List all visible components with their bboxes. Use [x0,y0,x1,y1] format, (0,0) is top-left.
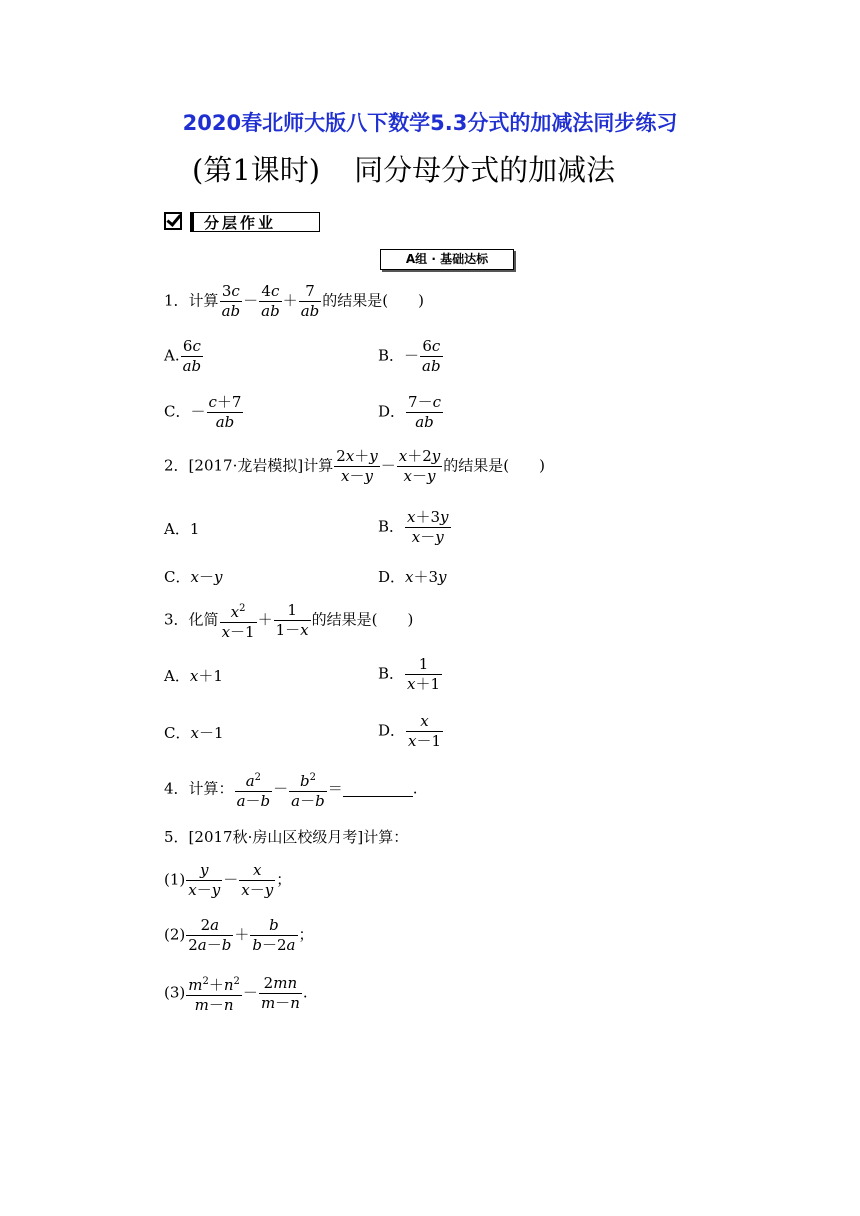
answer-blank[interactable] [343,795,413,797]
section-label: 分层作业 [190,212,320,232]
section-header [164,212,322,234]
question-5: 5．[2017秋·房山区校级月考]计算： [164,828,409,846]
checkbox-icon [164,212,182,230]
question-1: 1．计算 $\frac{3c}{ab}$ － $\frac{4c}{ab}$ ＋ $\frac{7}{ab}$ 的结果是( ) [164,282,424,320]
q2-option-b[interactable]: B． $\frac{x+3y}{x-y}$ [378,508,449,546]
question-3: 3．化简 $\frac{x^2}{x-1}$ ＋ $\frac{1}{1-x}$ 的结果是( ) [164,601,414,641]
lesson-number: (第1课时) [192,153,321,187]
q2-option-c[interactable]: C．x－y [164,568,223,586]
q2-option-a[interactable]: A．1 [164,520,200,538]
q1-option-b[interactable]: B．－ $\frac{6c}{ab}$ [378,337,441,375]
lesson-topic: 同分母分式的加减法 [354,153,616,187]
q3-option-a[interactable]: A．x＋1 [164,667,223,685]
document-title: 2020春北师大版八下数学5.3分式的加减法同步练习 [182,111,678,135]
q2-option-d[interactable]: D．x＋3y [378,568,447,586]
q5-part-2: (2) $\frac{2a}{2a-b}$ ＋ $\frac{b}{b-2a}$ ； [164,916,314,954]
question-2: 2．[2017·龙岩模拟]计算 $\frac{2x+y}{x-y}$ － $\frac{x+2y}{x-y}$ 的结果是( ) [164,447,545,485]
q1-option-c[interactable]: C．－ $\frac{c+7}{ab}$ [164,393,242,431]
question-4: 4．计算： $\frac{a^2}{a-b}$ － $\frac{b^2}{a-b}$ ＝ . [164,768,418,811]
q1-option-a[interactable]: A. $\frac{6c}{ab}$ [164,337,202,375]
lesson-heading [192,148,615,189]
q5-part-3: (3) $\frac{m^2+n^2}{m-n}$ － $\frac{2mn}{m-n}$ . [164,974,308,1014]
q3-option-d[interactable]: D． $\frac{x}{x-1}$ [378,712,442,750]
q3-option-c[interactable]: C．x－1 [164,724,224,742]
q1-option-d[interactable]: D． $\frac{7-c}{ab}$ [378,393,441,431]
q3-option-b[interactable]: B． $\frac{1}{x+1}$ [378,655,441,693]
q5-part-1: (1) $\frac{y}{x-y}$ － $\frac{x}{x-y}$ ； [164,861,292,899]
group-tag: A组 · 基础达标 [380,249,514,270]
